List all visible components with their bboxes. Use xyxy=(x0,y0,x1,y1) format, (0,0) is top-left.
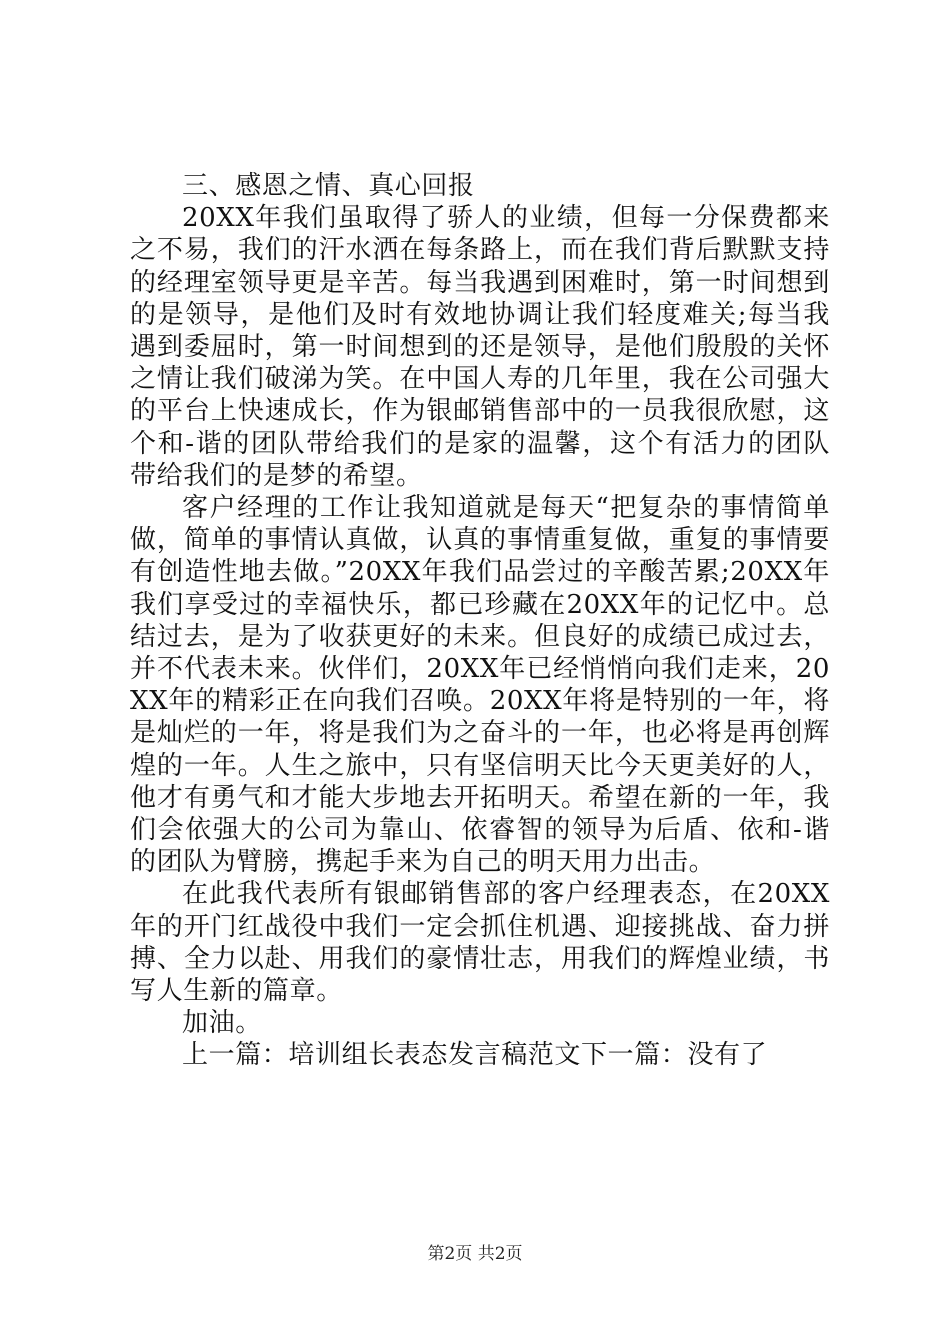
section-heading: 三、感恩之情、真心回报 xyxy=(182,171,475,201)
body-paragraph: 客户经理的工作让我知道就是每天“把复杂的事情简单做，简单的事情认真做，认真的事情重复做，重复的事情要有创造性地去做。”20XX年我们品尝过的辛酸苦累;20XX年我们享受过的幸福快乐，都已珍藏在20XX年的记忆中。总结过去，是为了收获更好的未来。但良好的成绩已成过去，并不代表未来。伙伴们，20XX年已经悄悄向我们走来，20XX年的精彩正在向我们召唤。20XX年将是特别的一年，将是灿烂的一年，将是我们为之奋斗的一年，也必将是再创辉煌的一年。人生之旅中，只有坚信明天比今天更美好的人，他才有勇气和才能大步地去开拓明天。希望在新的一年，我们会依强大的公司为靠山、依睿智的领导为后盾、依和-谐的团队为臂膀，携起手来为自己的明天用力出击。 xyxy=(130,493,830,878)
document-body xyxy=(130,170,830,1072)
body-paragraph: 20XX年我们虽取得了骄人的业绩，但每一分保费都来之不易，我们的汗水洒在每条路上，而在我们背后默默支持的经理室领导更是辛苦。每当我遇到困难时，第一时间想到的是领导，是他们及时有效地协调让我们轻度难关;每当我遇到委屈时，第一时间想到的还是领导，是他们殷殷的关怀之情让我们破涕为笑。在中国人寿的几年里，我在公司强大的平台上快速成长，作为银邮销售部中的一员我很欣慰，这个和-谐的团队带给我们的是家的温馨，这个有活力的团队带给我们的是梦的希望。 xyxy=(130,203,830,491)
body-paragraph: 在此我代表所有银邮销售部的客户经理表态，在20XX年的开门红战役中我们一定会抓住机遇、迎接挑战、奋力拼搏、全力以赴、用我们的豪情壮志，用我们的辉煌业绩，书写人生新的篇章。 xyxy=(130,879,830,1007)
page-footer: 第2页 共2页 xyxy=(427,1244,523,1264)
closing-line: 加油。 xyxy=(182,1008,262,1039)
article-navigation[interactable]: 上一篇：培训组长表态发言稿范文下一篇：没有了 xyxy=(182,1040,768,1071)
